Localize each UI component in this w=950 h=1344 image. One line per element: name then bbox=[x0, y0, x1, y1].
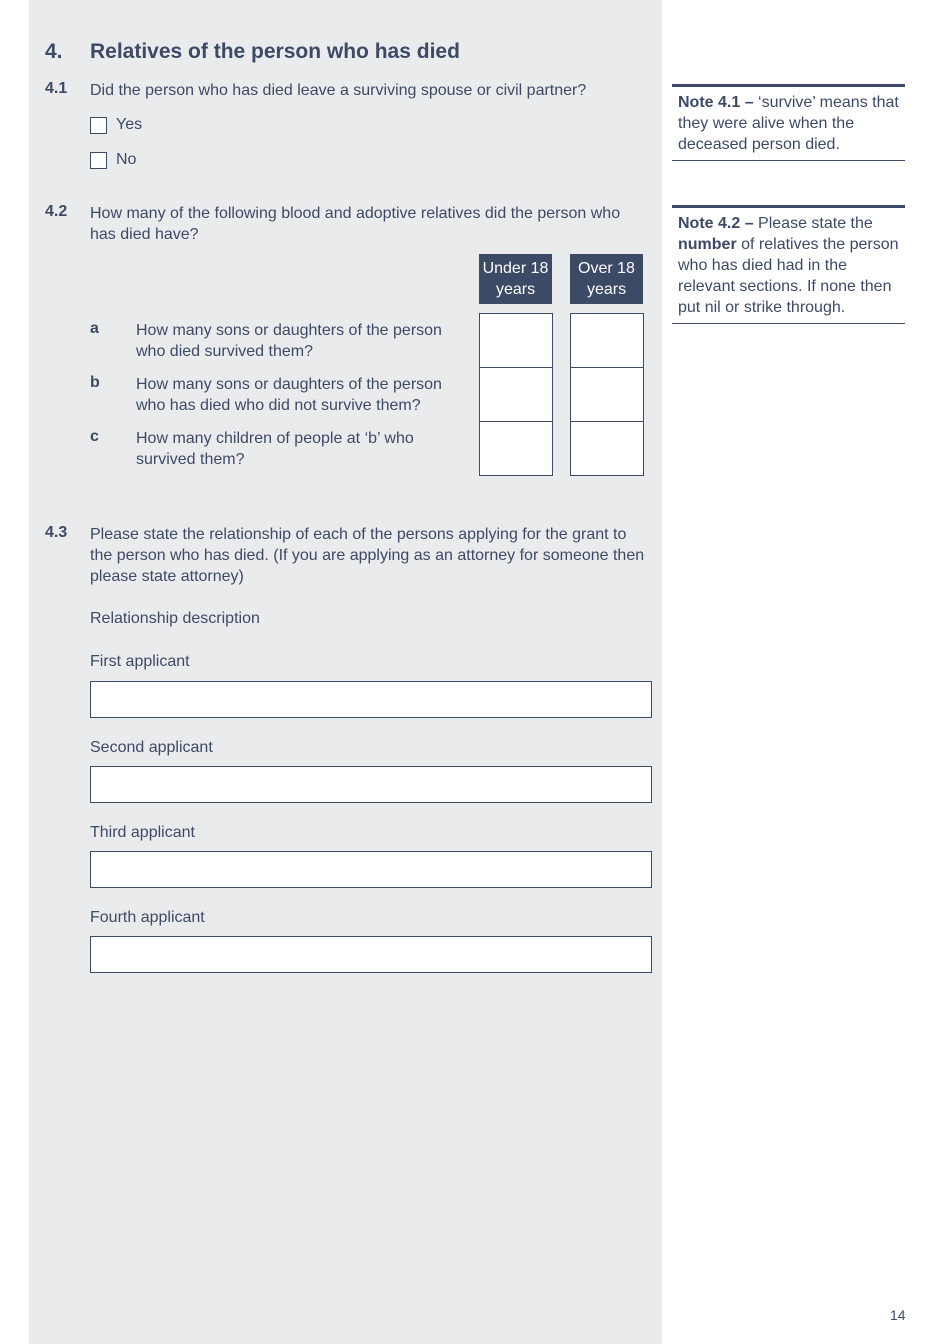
question-4-3-number: 4.3 bbox=[45, 524, 68, 541]
yes-checkbox[interactable] bbox=[90, 117, 107, 134]
note-4-1-label: Note 4.1 – bbox=[678, 94, 754, 111]
no-label: No bbox=[116, 151, 137, 168]
no-checkbox[interactable] bbox=[90, 152, 107, 169]
note-4-2-label: Note 4.2 – bbox=[678, 215, 754, 232]
row-b-letter: b bbox=[90, 374, 100, 391]
note-4-2 bbox=[672, 205, 905, 324]
question-4-2-number: 4.2 bbox=[45, 203, 68, 220]
row-c-letter: c bbox=[90, 428, 99, 445]
row-a-over-18-input[interactable] bbox=[570, 313, 644, 368]
row-b-under-18-input[interactable] bbox=[479, 367, 553, 422]
fourth-applicant-input[interactable] bbox=[90, 936, 652, 973]
yes-label: Yes bbox=[116, 116, 143, 133]
option-no[interactable] bbox=[90, 151, 136, 169]
question-4-3-text: Please state the relationship of each of the persons applying for the grant to the person who has died. (If you are applying as an attorney for someone then please state attorney) bbox=[90, 526, 645, 585]
note-4-1-text: ‘survive’ means that they were alive when the deceased person died. bbox=[678, 94, 899, 153]
fourth-applicant-label: Fourth applicant bbox=[90, 909, 205, 926]
note-4-2-bold: number bbox=[678, 236, 737, 253]
note-4-2-text-b: of relatives the person who has died had in the relevant sections. If none then put nil or strike through. bbox=[678, 236, 899, 316]
second-applicant-label: Second applicant bbox=[90, 739, 213, 756]
row-a-text: How many sons or daughters of the person who died survived them? bbox=[136, 322, 442, 360]
form-panel bbox=[29, 0, 662, 1344]
question-4-1-text: Did the person who has died leave a surviving spouse or civil partner? bbox=[90, 82, 587, 99]
row-a-letter: a bbox=[90, 320, 99, 337]
row-b-over-18-input[interactable] bbox=[570, 367, 644, 422]
row-a-under-18-input[interactable] bbox=[479, 313, 553, 368]
third-applicant-label: Third applicant bbox=[90, 824, 195, 841]
page-number: 14 bbox=[890, 1307, 906, 1323]
note-4-2-text-a: Please state the bbox=[753, 215, 873, 232]
section-title: Relatives of the person who has died bbox=[90, 40, 460, 63]
first-applicant-input[interactable] bbox=[90, 681, 652, 718]
section-number: 4. bbox=[45, 40, 63, 63]
row-c-over-18-input[interactable] bbox=[570, 421, 644, 476]
row-c-under-18-input[interactable] bbox=[479, 421, 553, 476]
column-header-over-18: Over 18 years bbox=[570, 254, 643, 304]
column-header-under-18: Under 18 years bbox=[479, 254, 552, 304]
question-4-1-number: 4.1 bbox=[45, 80, 68, 97]
option-yes[interactable] bbox=[90, 116, 142, 134]
first-applicant-label: First applicant bbox=[90, 653, 190, 670]
note-4-1 bbox=[672, 84, 905, 161]
second-applicant-input[interactable] bbox=[90, 766, 652, 803]
row-b-text: How many sons or daughters of the person who has died who did not survive them? bbox=[136, 376, 442, 414]
third-applicant-input[interactable] bbox=[90, 851, 652, 888]
row-c-text: How many children of people at ‘b’ who survived them? bbox=[136, 430, 414, 468]
relationship-subheading: Relationship description bbox=[90, 610, 260, 627]
question-4-2-text: How many of the following blood and adoptive relatives did the person who has died have? bbox=[90, 205, 621, 243]
